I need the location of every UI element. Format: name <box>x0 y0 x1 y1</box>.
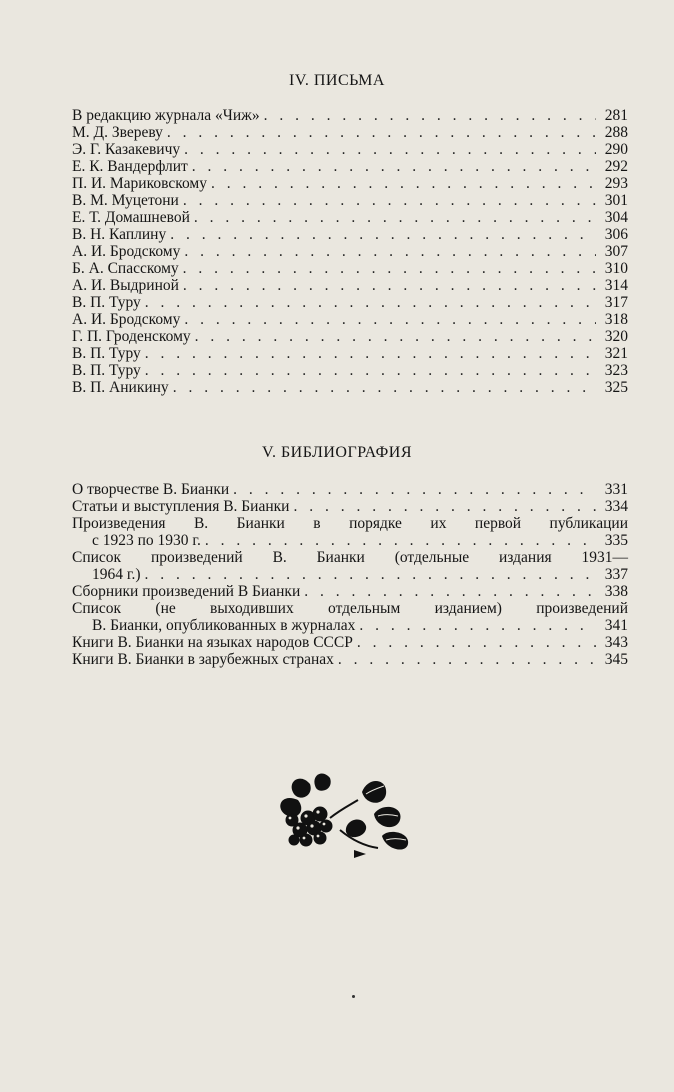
entry-label: А. И. Бродскому <box>72 243 181 260</box>
page-number: 334 <box>604 498 628 515</box>
entry-label-line1: Список произведений В. Бианки (отдельные издания 1931— <box>72 549 628 566</box>
toc-entry[interactable] <box>72 260 628 277</box>
entry-label: Г. П. Гроденскому <box>72 328 191 345</box>
entry-label: А. И. Выдриной <box>72 277 179 294</box>
page-number: 318 <box>604 311 628 328</box>
dot-leader <box>184 243 596 260</box>
dot-leader <box>205 532 596 549</box>
page-number: 335 <box>604 532 628 549</box>
berry-sprig-icon <box>270 770 420 860</box>
entry-label: А. И. Бродскому <box>72 311 181 328</box>
page-number: 310 <box>604 260 628 277</box>
toc-entry[interactable] <box>72 141 628 158</box>
page-number: 293 <box>604 175 628 192</box>
dot-leader <box>183 260 596 277</box>
page-number: 323 <box>604 362 628 379</box>
toc-entry[interactable] <box>72 192 628 209</box>
entry-label-line1: Список (не выходивших отдельным изданием) произведений <box>72 600 628 617</box>
page-number: 321 <box>604 345 628 362</box>
dot-leader <box>183 277 596 294</box>
toc-entry[interactable] <box>72 175 628 192</box>
page-number: 343 <box>604 634 628 651</box>
dot-leader <box>304 583 596 600</box>
section-title-letters: IV. ПИСЬМА <box>289 72 385 89</box>
toc-entry[interactable] <box>72 481 628 498</box>
entry-label: О творчестве В. Бианки <box>72 481 230 498</box>
page-number: 306 <box>604 226 628 243</box>
toc-entry-multiline[interactable] <box>72 600 628 634</box>
dot-leader <box>195 328 596 345</box>
section-title-bibliography: V. БИБЛИОГРАФИЯ <box>262 444 412 461</box>
dot-leader <box>183 192 596 209</box>
page-number: 320 <box>604 328 628 345</box>
toc-entry-multiline[interactable] <box>72 549 628 583</box>
toc-bibliography <box>72 481 628 668</box>
entry-label: Э. Г. Казакевичу <box>72 141 181 158</box>
dot-leader <box>264 107 596 124</box>
entry-label: Е. К. Вандерфлит <box>72 158 188 175</box>
toc-entry[interactable] <box>72 362 628 379</box>
dot-leader <box>173 379 596 396</box>
entry-label-line1: Произведения В. Бианки в порядке их первой публикации <box>72 515 628 532</box>
page-number: 307 <box>604 243 628 260</box>
page-number: 338 <box>604 583 628 600</box>
page-number: 292 <box>604 158 628 175</box>
toc-entry-continuation <box>72 532 628 549</box>
entry-label: 1964 г.) <box>92 566 141 583</box>
dot-leader <box>338 651 596 668</box>
toc-entry[interactable] <box>72 277 628 294</box>
entry-label: Книги В. Бианки на языках народов СССР <box>72 634 353 651</box>
entry-label: В. Н. Каплину <box>72 226 167 243</box>
page-number: 288 <box>604 124 628 141</box>
dot-leader <box>293 498 596 515</box>
page-number: 341 <box>604 617 628 634</box>
toc-entry[interactable] <box>72 651 628 668</box>
entry-label: Статьи и выступления В. Бианки <box>72 498 290 515</box>
toc-entry[interactable] <box>72 311 628 328</box>
entry-label: Б. А. Спасскому <box>72 260 179 277</box>
toc-entry[interactable] <box>72 328 628 345</box>
toc-entry[interactable] <box>72 583 628 600</box>
dot-leader <box>170 226 596 243</box>
entry-label: В. П. Аникину <box>72 379 169 396</box>
toc-entry[interactable] <box>72 634 628 651</box>
dot-leader <box>145 566 596 583</box>
dot-leader <box>167 124 596 141</box>
toc-entry[interactable] <box>72 294 628 311</box>
entry-label: Е. Т. Домашневой <box>72 209 190 226</box>
page-number: 301 <box>604 192 628 209</box>
toc-entry-continuation <box>72 566 628 583</box>
entry-label: П. И. Мариковскому <box>72 175 207 192</box>
page-number: 331 <box>604 481 628 498</box>
dot-leader <box>184 141 596 158</box>
toc-entry-continuation <box>72 617 628 634</box>
entry-label: В. П. Туру <box>72 345 141 362</box>
entry-label: В. Бианки, опубликованных в журналах <box>92 617 356 634</box>
entry-label: В. М. Муцетони <box>72 192 179 209</box>
entry-label: В редакцию журнала «Чиж» <box>72 107 260 124</box>
dot-leader <box>359 617 596 634</box>
toc-entry[interactable] <box>72 124 628 141</box>
dot-leader <box>145 362 596 379</box>
entry-label: М. Д. Звереву <box>72 124 163 141</box>
toc-entry[interactable] <box>72 243 628 260</box>
dot-leader <box>194 209 596 226</box>
print-speck <box>352 995 355 998</box>
dot-leader <box>233 481 596 498</box>
toc-entry[interactable] <box>72 158 628 175</box>
entry-label: В. П. Туру <box>72 362 141 379</box>
toc-entry[interactable] <box>72 209 628 226</box>
dot-leader <box>145 294 596 311</box>
toc-entry[interactable] <box>72 379 628 396</box>
page-number: 281 <box>604 107 628 124</box>
dot-leader <box>211 175 596 192</box>
toc-entry[interactable] <box>72 498 628 515</box>
page-number: 337 <box>604 566 628 583</box>
dot-leader <box>184 311 596 328</box>
toc-entry[interactable] <box>72 107 628 124</box>
page-number: 317 <box>604 294 628 311</box>
dot-leader <box>192 158 596 175</box>
toc-entry[interactable] <box>72 226 628 243</box>
toc-entry-multiline[interactable] <box>72 515 628 549</box>
page-number: 314 <box>604 277 628 294</box>
entry-label: В. П. Туру <box>72 294 141 311</box>
page-number: 304 <box>604 209 628 226</box>
entry-label: Книги В. Бианки в зарубежных странах <box>72 651 334 668</box>
page-number: 290 <box>604 141 628 158</box>
toc-entry[interactable] <box>72 345 628 362</box>
entry-label: Сборники произведений В Бианки <box>72 583 301 600</box>
entry-label: с 1923 по 1930 г. <box>92 532 201 549</box>
toc-letters <box>72 107 628 396</box>
dot-leader <box>145 345 596 362</box>
dot-leader <box>357 634 596 651</box>
page-number: 325 <box>604 379 628 396</box>
page-number: 345 <box>604 651 628 668</box>
